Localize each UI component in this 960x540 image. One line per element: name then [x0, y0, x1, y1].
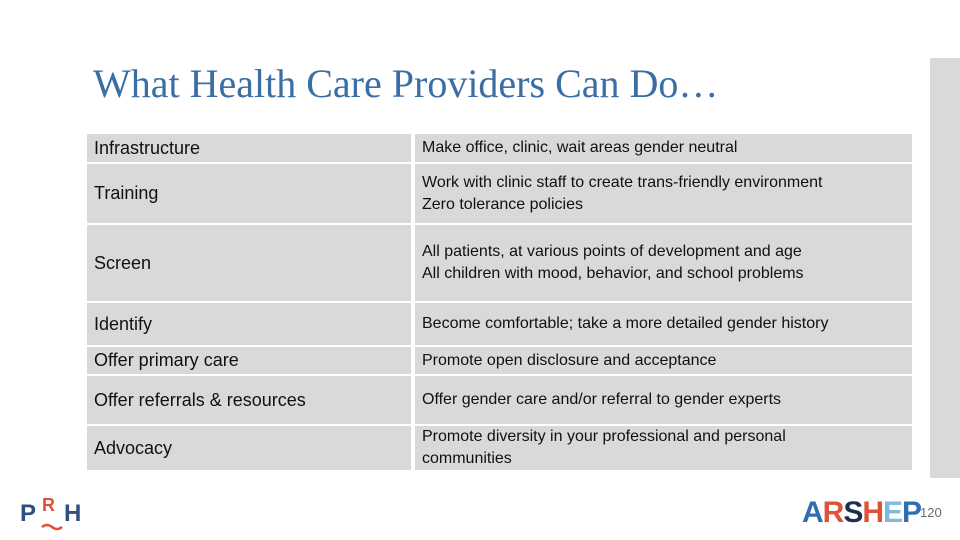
- detail-line: Promote open disclosure and acceptance: [422, 351, 717, 369]
- logo-letter: S: [843, 496, 863, 529]
- detail-line: All children with mood, behavior, and school problems: [422, 265, 804, 282]
- detail-line: Zero tolerance policies: [422, 195, 583, 213]
- logo-letter: E: [883, 496, 903, 529]
- table-row: [87, 163, 912, 224]
- row-detail: [413, 346, 912, 375]
- logo-letter: H: [862, 496, 884, 529]
- logo-wave: [42, 525, 62, 529]
- logo-letter-h: H: [64, 500, 82, 527]
- row-label: Offer referrals & resources: [87, 375, 413, 425]
- table-row: [87, 346, 912, 375]
- table-row: [87, 224, 912, 302]
- detail-line: Make office, clinic, wait areas gender neutral: [422, 139, 738, 156]
- row-detail: [413, 302, 912, 346]
- row-label: Advocacy: [87, 425, 413, 471]
- row-label: Screen: [87, 224, 413, 302]
- table-row: [87, 302, 912, 346]
- row-detail: [413, 224, 912, 302]
- detail-line: Work with clinic staff to create trans-friendly environment: [422, 173, 823, 191]
- row-detail: [413, 375, 912, 425]
- table-row: [87, 375, 912, 425]
- detail-line: communities: [422, 450, 512, 467]
- side-accent-bar: [930, 58, 960, 478]
- row-label: Offer primary care: [87, 346, 413, 375]
- row-label: Identify: [87, 302, 413, 346]
- detail-line: Become comfortable; take a more detailed gender history: [422, 315, 829, 332]
- detail-line: Promote diversity in your professional and personal: [422, 428, 786, 445]
- row-detail: [413, 425, 912, 471]
- page-number: 120: [920, 505, 942, 520]
- table-row: [87, 425, 912, 471]
- prh-logo: [20, 495, 90, 535]
- logo-letter-r: R: [42, 495, 55, 515]
- table-row: [87, 133, 912, 163]
- detail-line: All patients, at various points of development and age: [422, 243, 802, 260]
- row-detail: [413, 163, 912, 224]
- logo-letter: R: [822, 496, 844, 529]
- row-detail: [413, 133, 912, 163]
- logo-letter-p: P: [20, 500, 37, 527]
- slide-title: What Health Care Providers Can Do…: [93, 61, 719, 106]
- providers-table: [87, 132, 912, 472]
- logo-letter: A: [802, 496, 823, 529]
- logo-letter: P: [902, 496, 922, 529]
- row-label: Infrastructure: [87, 133, 413, 163]
- detail-line: Offer gender care and/or referral to gender experts: [422, 391, 782, 408]
- arshep-logo: [802, 498, 921, 528]
- row-label: Training: [87, 163, 413, 224]
